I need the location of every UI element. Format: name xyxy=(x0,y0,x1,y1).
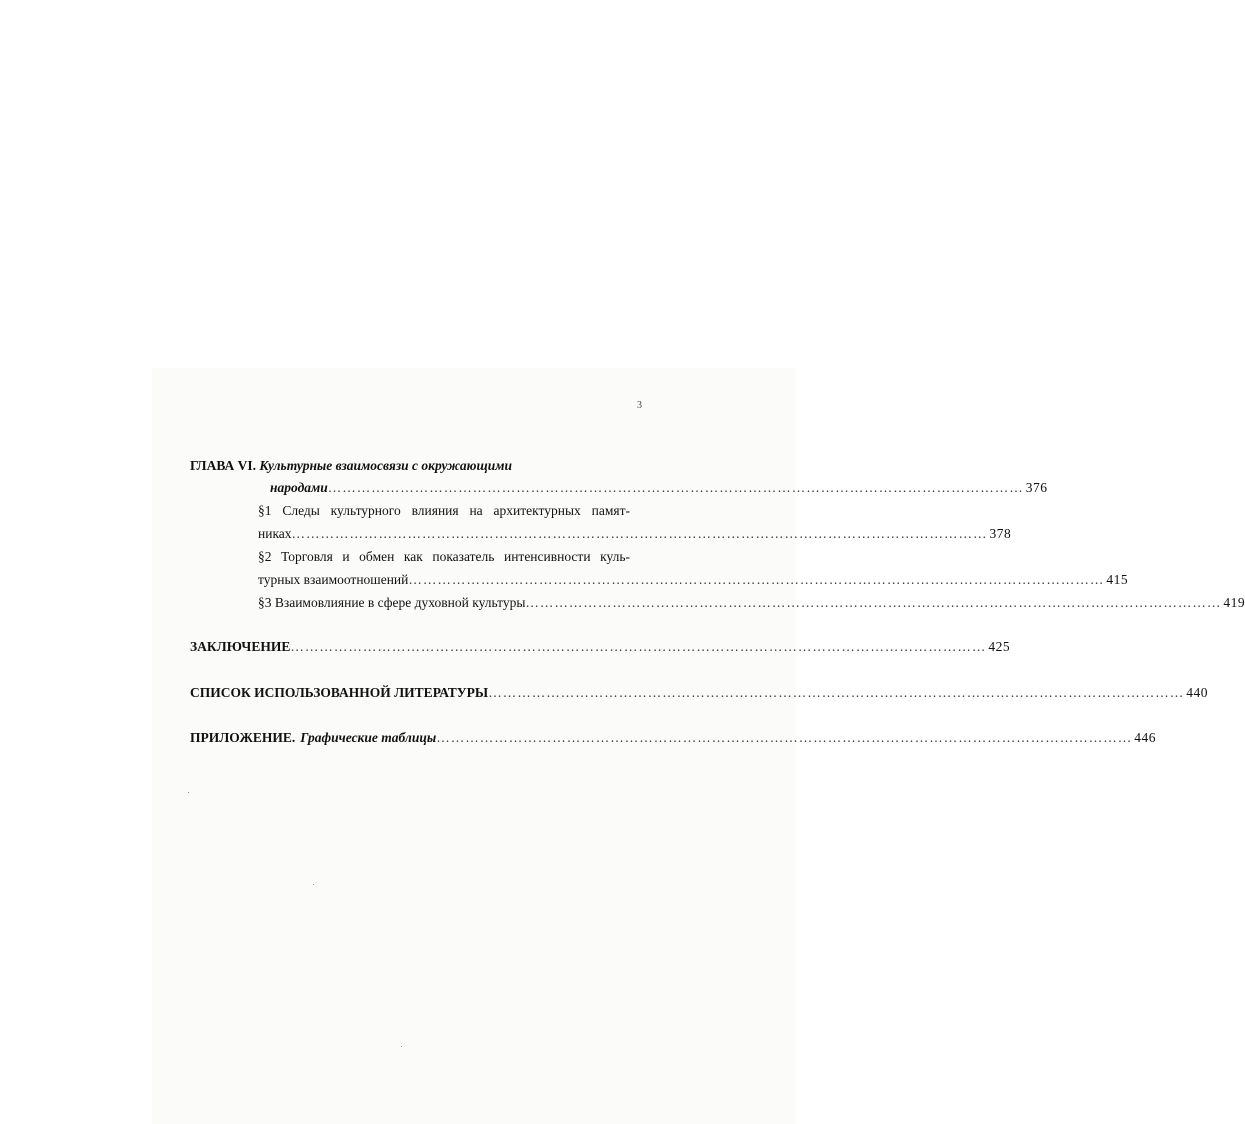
section-3-title: §3 Взаимовлияние в сфере духовной культуры xyxy=(258,595,526,610)
chapter-6-entry xyxy=(270,479,1048,497)
conclusion-entry xyxy=(190,638,1011,656)
conclusion-page: 425 xyxy=(988,639,1011,654)
dot-leader: ……………………………………………………………………………………………………………………………… xyxy=(290,639,987,654)
chapter-6-heading xyxy=(190,457,512,475)
scan-speck xyxy=(401,1046,402,1047)
section-3-page: 419 xyxy=(1223,595,1245,610)
section-3-entry xyxy=(258,594,1245,612)
dot-leader: ……………………………………………………………………………………………………………………………… xyxy=(488,685,1185,700)
section-2-line: §2 Торговля и обмен как показатель интенсивности куль- xyxy=(258,549,630,564)
scan-speck xyxy=(313,884,314,885)
section-2-page: 415 xyxy=(1106,572,1129,587)
bibliography-entry xyxy=(190,684,1208,702)
appendix-subtitle: Графические таблицы xyxy=(300,730,437,745)
bibliography-page: 440 xyxy=(1186,685,1208,700)
section-1-line: §1 Следы культурного влияния на архитектурных памят- xyxy=(258,503,630,518)
appendix-label: ПРИЛОЖЕНИЕ. xyxy=(190,730,296,745)
dot-leader: ……………………………………………………………………………………………………………………………… xyxy=(327,480,1024,495)
section-1-line-cont: никах xyxy=(258,526,292,541)
dot-leader: ……………………………………………………………………………………………………………………………… xyxy=(436,730,1133,745)
chapter-6-label: ГЛАВА VI. xyxy=(190,458,257,473)
chapter-6-title-cont: народами xyxy=(270,480,328,495)
page-number: 3 xyxy=(637,400,642,411)
scan-speck xyxy=(188,792,189,793)
bibliography-label: СПИСОК ИСПОЛЬЗОВАННОЙ ЛИТЕРАТУРЫ xyxy=(190,685,489,700)
section-2-entry xyxy=(258,571,1129,589)
dot-leader: ……………………………………………………………………………………………………………………………… xyxy=(525,595,1222,610)
conclusion-label: ЗАКЛЮЧЕНИЕ xyxy=(190,639,291,654)
section-2-line-cont: турных взаимоотношений xyxy=(258,572,409,587)
appendix-page: 446 xyxy=(1134,730,1156,745)
section-1-entry xyxy=(258,525,1012,543)
chapter-6-page: 376 xyxy=(1025,480,1048,495)
dot-leader: ……………………………………………………………………………………………………………………………… xyxy=(408,572,1105,587)
appendix-entry xyxy=(190,729,1156,747)
dot-leader: ……………………………………………………………………………………………………………………………… xyxy=(291,526,988,541)
chapter-6-title: Культурные взаимосвязи с окружающими xyxy=(259,458,512,473)
section-1-page: 378 xyxy=(989,526,1012,541)
